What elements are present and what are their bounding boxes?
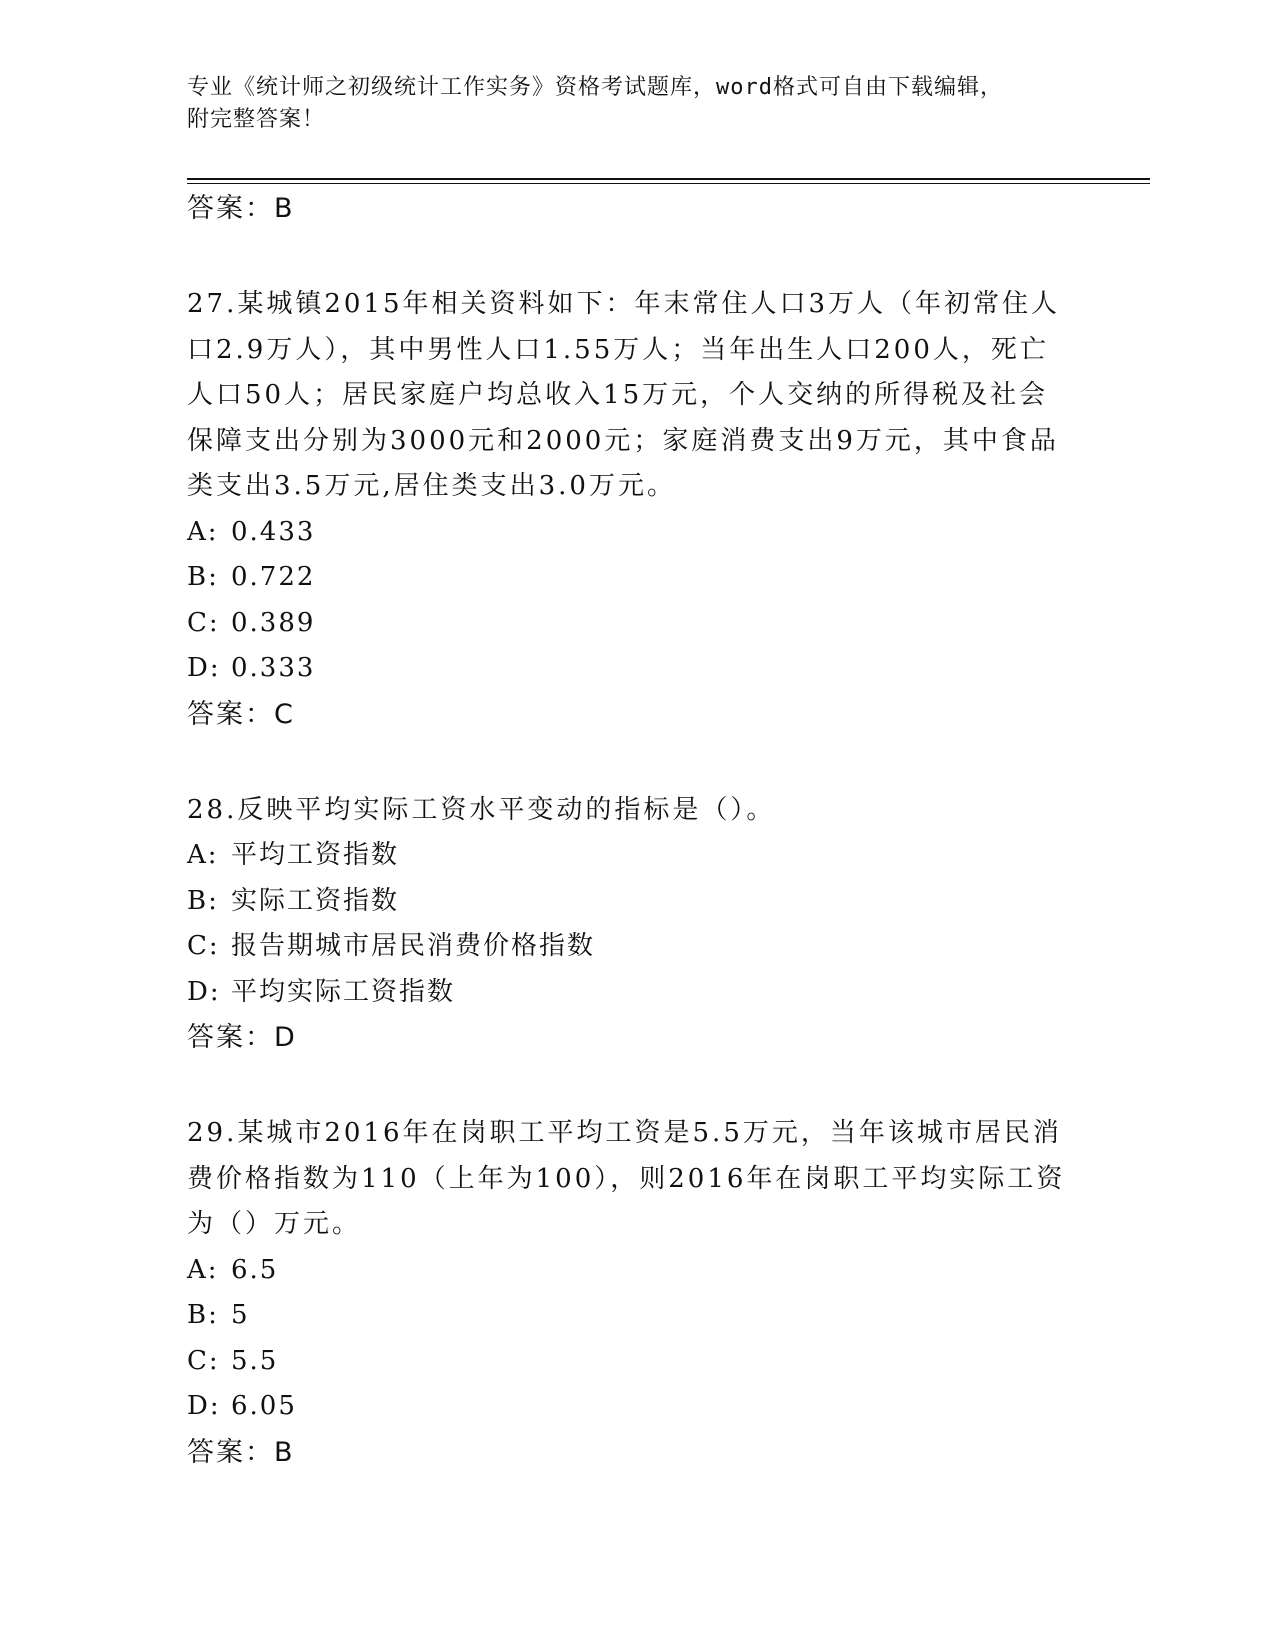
question-27	[187, 282, 1087, 738]
option-text: 平均工资指数	[231, 840, 400, 870]
question-text	[187, 788, 1087, 834]
option-text: 0.433	[231, 516, 316, 547]
question-text	[187, 282, 1087, 510]
question-28	[187, 788, 1087, 1062]
question-line: 类支出3.5万元,居住类支出3.0万元。	[187, 471, 676, 501]
option-b	[187, 879, 1087, 925]
option-c	[187, 924, 1087, 970]
option-text: 5	[231, 1300, 250, 1330]
option-text: 报告期城市居民消费价格指数	[231, 931, 596, 961]
question-line: 29.某城市2016年在岗职工平均工资是5.5万元，当年该城市居民消	[187, 1118, 1062, 1148]
option-text: 5.5	[231, 1345, 279, 1376]
answer: 答案：D	[187, 1022, 297, 1053]
option-a	[187, 1248, 1087, 1294]
option-label: D:	[187, 976, 221, 1007]
header-line-2: 附完整答案！	[187, 107, 326, 132]
question-text	[187, 1111, 1087, 1248]
spacer	[187, 1061, 1087, 1111]
question-line: 27.某城镇2015年相关资料如下：年末常住人口3万人（年初常住人	[187, 289, 1061, 319]
option-a	[187, 833, 1087, 879]
previous-answer: 答案：B	[187, 193, 295, 224]
option-label: C:	[187, 1345, 220, 1376]
question-line: 费价格指数为110（上年为100），则2016年在岗职工平均实际工资	[187, 1163, 1066, 1194]
option-d	[187, 1384, 1087, 1430]
option-label: A:	[187, 516, 219, 547]
option-label: B:	[187, 562, 219, 592]
option-text: 平均实际工资指数	[231, 976, 456, 1007]
option-label: C:	[187, 607, 220, 638]
page-header	[187, 72, 1067, 136]
option-label: D:	[187, 653, 221, 683]
answer: 答案：C	[187, 698, 295, 730]
option-label: A:	[187, 840, 219, 870]
question-line: 28.反映平均实际工资水平变动的指标是（）。	[187, 794, 776, 825]
question-line: 保障支出分别为3000元和2000元；家庭消费支出9万元，其中食品	[187, 425, 1059, 456]
option-d	[187, 970, 1087, 1016]
option-text: 0.333	[231, 653, 316, 683]
answer: 答案：B	[187, 1436, 295, 1468]
option-d	[187, 646, 1087, 692]
question-line: 为（）万元。	[187, 1209, 362, 1239]
option-label: B:	[187, 1300, 219, 1330]
question-29	[187, 1111, 1087, 1476]
question-line: 人口50人；居民家庭户均总收入15万元，个人交纳的所得税及社会	[187, 380, 1049, 410]
header-line-1: 专业《统计师之初级统计工作实务》资格考试题库，word格式可自由下载编辑，	[187, 75, 1003, 100]
question-list	[187, 186, 1087, 1476]
option-b	[187, 555, 1087, 601]
option-b	[187, 1293, 1087, 1339]
spacer	[187, 738, 1087, 788]
option-text: 实际工资指数	[231, 885, 400, 916]
header-rule-thick	[187, 178, 1150, 180]
question-line: 口2.9万人），其中男性人口1.55万人；当年出生人口200人，死亡	[187, 334, 1049, 365]
option-text: 0.722	[231, 562, 316, 592]
option-text: 6.05	[231, 1391, 297, 1421]
option-c	[187, 1339, 1087, 1385]
option-a	[187, 510, 1087, 556]
option-text: 6.5	[231, 1254, 279, 1285]
option-label: D:	[187, 1391, 221, 1421]
option-text: 0.389	[231, 607, 316, 638]
spacer	[187, 232, 1087, 282]
option-c	[187, 601, 1087, 647]
option-label: B:	[187, 885, 219, 916]
header-rule-thin	[187, 183, 1150, 184]
option-label: C:	[187, 931, 220, 961]
option-label: A:	[187, 1254, 219, 1285]
